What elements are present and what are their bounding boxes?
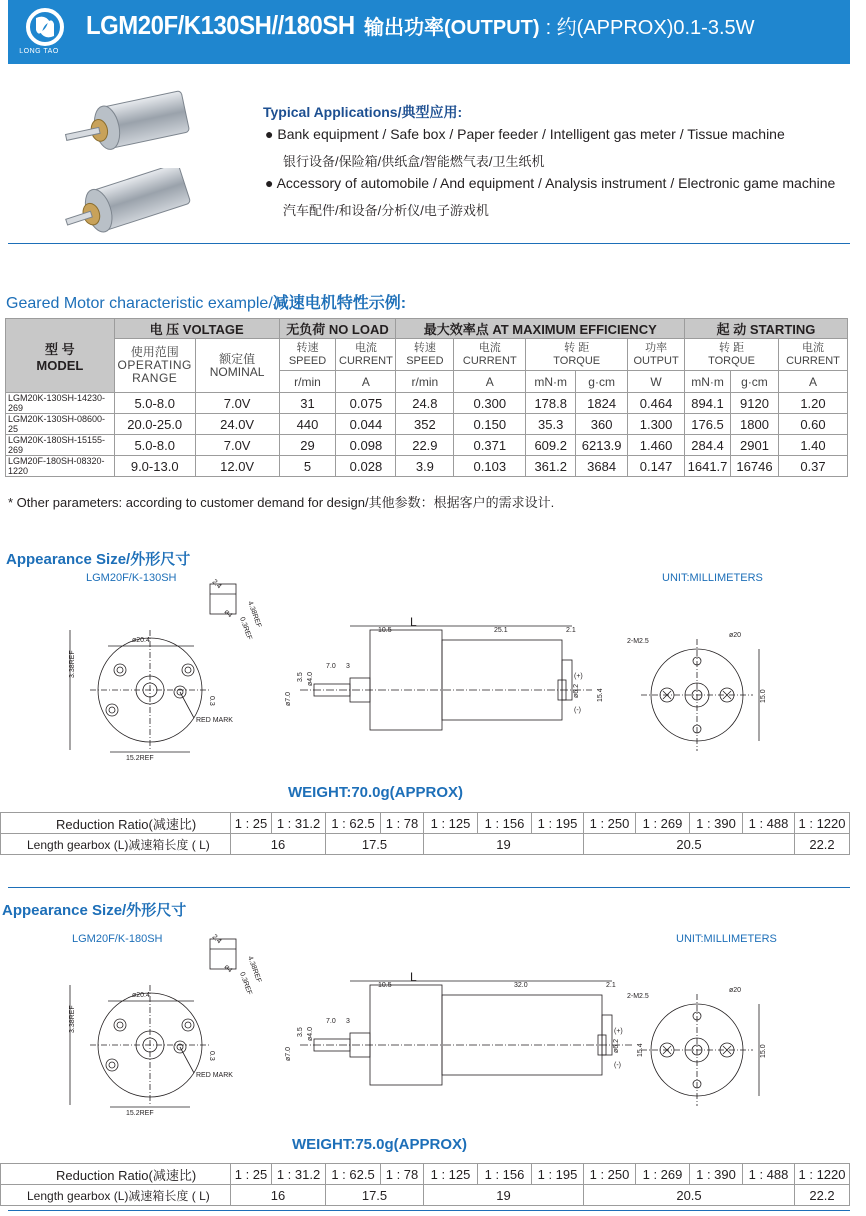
table-row [6, 435, 848, 456]
unit-cell: A [778, 371, 847, 393]
model-header: 型 号 MODEL [6, 319, 115, 393]
value-cell: 35.3 [526, 414, 576, 435]
ratio-row [1, 813, 850, 834]
length-label: Length gearbox (L)减速箱长度 ( L) [1, 1185, 231, 1206]
ratio-cell: 1 : 31.2 [272, 1164, 326, 1185]
value-cell: 352 [396, 414, 454, 435]
value-cell: 2901 [731, 435, 779, 456]
ratio-cell: 1 : 31.2 [272, 813, 326, 834]
length-cell: 17.5 [326, 1185, 424, 1206]
length-row [1, 834, 850, 855]
operating-range-header: 使用范围 OPERATING RANGE [114, 339, 195, 393]
screw-hole [109, 1062, 115, 1068]
length-cell: 16 [231, 834, 326, 855]
dimension-label: RED MARK [196, 717, 233, 724]
screw-hole [182, 1019, 194, 1031]
dimension-label: 2.1 [566, 627, 576, 634]
speed-header: 转速 SPEED [396, 339, 454, 371]
value-cell: 0.371 [454, 435, 526, 456]
value-cell: 1824 [576, 393, 628, 414]
model-cell: LGM20K-180SH-15155-269 [6, 435, 115, 456]
value-cell: 24.0V [195, 414, 279, 435]
table-row [6, 414, 848, 435]
screw-hole [114, 664, 126, 676]
motor-body [442, 640, 562, 720]
value-cell: 440 [279, 414, 336, 435]
value-cell: 24.8 [396, 393, 454, 414]
dimension-label: L [410, 615, 417, 629]
dimension-label: ø6.2 [613, 1038, 620, 1053]
dimension-label: 2-M2.5 [627, 638, 649, 645]
value-cell: 176.5 [685, 414, 731, 435]
drawing-line [180, 692, 194, 718]
dimension-label: ø6.2 [573, 683, 580, 698]
dimension-label: ø20.4 [132, 992, 150, 999]
ratio-cell: 1 : 125 [424, 813, 478, 834]
dimension-label: (+) [574, 673, 583, 680]
ratio-row [1, 1164, 850, 1185]
dimension-label: ø20.4 [132, 637, 150, 644]
dimension-label: 0.3 [208, 1051, 215, 1061]
appearance-heading: Appearance Size/外形尺寸 [2, 902, 187, 919]
dimension-label: ø4 [222, 608, 234, 620]
dimension-label: (-) [574, 707, 581, 714]
application-item: ● Bank equipment / Safe box / Paper feeder / Intelligent gas meter / Tissue machine [265, 126, 785, 142]
dimension-label: 0.3REF [238, 616, 253, 641]
length-row [1, 1185, 850, 1206]
value-cell: 0.075 [336, 393, 396, 414]
value-cell: 1.300 [628, 414, 685, 435]
logo-text: LONG TAO [19, 48, 59, 55]
value-cell: 5 [279, 456, 336, 477]
appearance-heading: Appearance Size/外形尺寸 [6, 551, 191, 568]
value-cell: 5.0-8.0 [114, 435, 195, 456]
dimension-label: 2-M2.5 [627, 993, 649, 1000]
ratio-cell: 1 : 25 [231, 813, 272, 834]
dimension-label: 2.4 [210, 933, 223, 946]
ratio-label: Reduction Ratio(减速比) [1, 1164, 231, 1185]
length-cell: 22.2 [795, 834, 850, 855]
value-cell: 9120 [731, 393, 779, 414]
current-header: 电流 CURRENT [336, 339, 396, 371]
dimension-label: 15.4 [597, 688, 604, 702]
dimension-label: 0.3REF [238, 971, 253, 996]
ratio-cell: 1 : 269 [636, 813, 690, 834]
length-cell: 16 [231, 1185, 326, 1206]
dimension-label: 15.2REF [126, 1110, 154, 1117]
application-item-cn: 汽车配件/和设备/分析仪/电子游戏机 [283, 203, 489, 218]
applications-heading: Typical Applications/典型应用: [263, 104, 463, 120]
value-cell: 6213.9 [576, 435, 628, 456]
divider [8, 243, 850, 244]
no-load-header: 无负荷 NO LOAD [279, 319, 396, 339]
ratio-cell: 1 : 78 [381, 813, 424, 834]
ratio-cell: 1 : 269 [636, 1164, 690, 1185]
value-cell: 29 [279, 435, 336, 456]
dimension-label: (+) [614, 1028, 623, 1035]
dimension-label: 3 [346, 1018, 350, 1025]
model-cell: LGM20F-180SH-08320-1220 [6, 456, 115, 477]
output-header: 功率 OUTPUT [628, 339, 685, 371]
dimension-label: ø4 [222, 963, 234, 975]
ratio-cell: 1 : 195 [532, 813, 584, 834]
dimension-label: 15.2REF [126, 755, 154, 762]
dimension-label: ø4.0 [307, 1026, 314, 1041]
screw-hole [117, 667, 123, 673]
ratio-cell: 1 : 78 [381, 1164, 424, 1185]
ratio-cell: 1 : 250 [584, 813, 636, 834]
screw-hole [185, 1022, 191, 1028]
screw-hole [106, 704, 118, 716]
length-cell: 17.5 [326, 834, 424, 855]
ratio-table [0, 812, 850, 855]
value-cell: 1.460 [628, 435, 685, 456]
ratio-cell: 1 : 488 [743, 813, 795, 834]
ratio-cell: 1 : 62.5 [326, 813, 381, 834]
value-cell: 609.2 [526, 435, 576, 456]
value-cell: 7.0V [195, 435, 279, 456]
torque-header: 转 距 TORQUE [685, 339, 779, 371]
ratio-cell: 1 : 195 [532, 1164, 584, 1185]
unit-label: UNIT:MILLIMETERS [676, 933, 777, 945]
ratio-cell: 1 : 390 [690, 1164, 743, 1185]
unit-cell: mN·m [685, 371, 731, 393]
value-cell: 9.0-13.0 [114, 456, 195, 477]
divider [8, 887, 850, 888]
current-header: 电流 CURRENT [778, 339, 847, 371]
dimension-label: 4.38REF [246, 955, 263, 984]
model-cell: LGM20K-130SH-14230-269 [6, 393, 115, 414]
title-approx: : 约(APPROX)0.1-3.5W [545, 17, 755, 39]
value-cell: 0.098 [336, 435, 396, 456]
dimension-label: ø4.0 [307, 671, 314, 686]
unit-cell: r/min [396, 371, 454, 393]
ratio-cell: 1 : 25 [231, 1164, 272, 1185]
value-cell: 0.103 [454, 456, 526, 477]
dimension-label: ø20 [729, 987, 742, 994]
length-cell: 19 [424, 834, 584, 855]
dimension-drawing [60, 570, 850, 770]
value-cell: 31 [279, 393, 336, 414]
motor-body [442, 995, 602, 1075]
dimension-label: 7.0 [326, 663, 336, 670]
value-cell: 0.028 [336, 456, 396, 477]
value-cell: 178.8 [526, 393, 576, 414]
dimension-label: 0.3 [208, 696, 215, 706]
value-cell: 1800 [731, 414, 779, 435]
dimension-label: 3.5 [297, 1027, 304, 1037]
characteristic-heading: Geared Motor characteristic example/减速电机特性示例: [6, 295, 407, 312]
starting-header: 起 动 STARTING [685, 319, 848, 339]
shaft-flat-detail [210, 939, 236, 969]
value-cell: 0.464 [628, 393, 685, 414]
dimension-label: 10.5 [378, 982, 392, 989]
gearbox-body [370, 985, 442, 1085]
nominal-header: 额定值 NOMINAL [195, 339, 279, 393]
screw-hole [109, 707, 115, 713]
value-cell: 20.0-25.0 [114, 414, 195, 435]
max-efficiency-header: 最大效率点 AT MAXIMUM EFFICIENCY [396, 319, 685, 339]
dimension-label: 3 [346, 663, 350, 670]
dimension-label: 3.38REF [69, 1005, 76, 1033]
model-cell: LGM20K-130SH-08600-25 [6, 414, 115, 435]
dimension-label: ø7.0 [285, 691, 292, 706]
unit-cell: g·cm [731, 371, 779, 393]
value-cell: 284.4 [685, 435, 731, 456]
ratio-cell: 1 : 488 [743, 1164, 795, 1185]
weight-label: WEIGHT:70.0g(APPROX) [288, 784, 464, 801]
screw-hole [185, 667, 191, 673]
dimension-label: 2.1 [606, 982, 616, 989]
unit-cell: A [336, 371, 396, 393]
motor-photo-2 [60, 168, 200, 252]
characteristic-table [5, 318, 848, 477]
ratio-cell: 1 : 156 [478, 813, 532, 834]
dimension-label: ø7.0 [285, 1046, 292, 1061]
value-cell: 3.9 [396, 456, 454, 477]
dimension-label: 3.38REF [69, 650, 76, 678]
drawing-model-label: LGM20F/K-130SH [86, 572, 177, 584]
value-cell: 16746 [731, 456, 779, 477]
title-model: LGM20F/K130SH//180SH [86, 10, 355, 40]
drawing-line [180, 1047, 194, 1073]
dimension-label: 10.5 [378, 627, 392, 634]
application-item-cn: 银行设备/保险箱/供纸盒/智能燃气表/卫生纸机 [283, 154, 545, 169]
ratio-cell: 1 : 1220 [795, 1164, 850, 1185]
length-cell: 19 [424, 1185, 584, 1206]
dimension-label: (-) [614, 1062, 621, 1069]
dimension-label: 15.0 [760, 689, 767, 703]
dimension-label: 7.0 [326, 1018, 336, 1025]
dimension-label: 32.0 [514, 982, 528, 989]
unit-cell: mN·m [526, 371, 576, 393]
dimension-drawing [60, 925, 850, 1125]
current-header: 电流 CURRENT [454, 339, 526, 371]
value-cell: 894.1 [685, 393, 731, 414]
dimension-label: ø20 [729, 632, 742, 639]
unit-cell: g·cm [576, 371, 628, 393]
table-row [6, 393, 848, 414]
title-output: 输出功率(OUTPUT) [364, 17, 540, 39]
dimension-label: 15.4 [637, 1043, 644, 1057]
dimension-label: 4.38REF [246, 600, 263, 629]
divider [8, 1210, 850, 1211]
ratio-cell: 1 : 156 [478, 1164, 532, 1185]
ratio-label: Reduction Ratio(减速比) [1, 813, 231, 834]
motor-photo-1 [60, 88, 200, 172]
value-cell: 7.0V [195, 393, 279, 414]
length-cell: 20.5 [584, 834, 795, 855]
value-cell: 0.300 [454, 393, 526, 414]
length-cell: 20.5 [584, 1185, 795, 1206]
value-cell: 0.044 [336, 414, 396, 435]
screw-hole [182, 664, 194, 676]
screw-hole [117, 1022, 123, 1028]
speed-header: 转速 SPEED [279, 339, 336, 371]
length-label: Length gearbox (L)减速箱长度 ( L) [1, 834, 231, 855]
dimension-label: RED MARK [196, 1072, 233, 1079]
value-cell: 361.2 [526, 456, 576, 477]
ratio-cell: 1 : 250 [584, 1164, 636, 1185]
dimension-label: 15.0 [760, 1044, 767, 1058]
note-text: * Other parameters: according to customer demand for design/其他参数：根据客户的需求设计. [8, 495, 555, 510]
table-row [6, 456, 848, 477]
value-cell: 0.37 [778, 456, 847, 477]
screw-hole [114, 1019, 126, 1031]
drawing-model-label: LGM20F/K-180SH [72, 933, 163, 945]
value-cell: 0.60 [778, 414, 847, 435]
value-cell: 12.0V [195, 456, 279, 477]
value-cell: 0.147 [628, 456, 685, 477]
ratio-cell: 1 : 1220 [795, 813, 850, 834]
value-cell: 1.20 [778, 393, 847, 414]
ratio-table [0, 1163, 850, 1206]
voltage-header: 电 压 VOLTAGE [114, 319, 279, 339]
value-cell: 3684 [576, 456, 628, 477]
ratio-cell: 1 : 62.5 [326, 1164, 381, 1185]
weight-label: WEIGHT:75.0g(APPROX) [292, 1136, 468, 1153]
page-title [86, 10, 755, 41]
value-cell: 0.150 [454, 414, 526, 435]
value-cell: 360 [576, 414, 628, 435]
unit-cell: A [454, 371, 526, 393]
application-item: ● Accessory of automobile / And equipment / Analysis instrument / Electronic game machine [265, 175, 836, 191]
ratio-cell: 1 : 125 [424, 1164, 478, 1185]
unit-label: UNIT:MILLIMETERS [662, 572, 763, 584]
value-cell: 1641.7 [685, 456, 731, 477]
torque-header: 转 距 TORQUE [526, 339, 628, 371]
ratio-cell: 1 : 390 [690, 813, 743, 834]
shaft-flat-detail [210, 584, 236, 614]
unit-cell: r/min [279, 371, 336, 393]
dimension-label: L [410, 970, 417, 984]
gearbox-body [370, 630, 442, 730]
dimension-label: 2.4 [210, 578, 223, 591]
unit-cell: W [628, 371, 685, 393]
value-cell: 22.9 [396, 435, 454, 456]
dimension-label: 25.1 [494, 627, 508, 634]
screw-hole [106, 1059, 118, 1071]
length-cell: 22.2 [795, 1185, 850, 1206]
value-cell: 1.40 [778, 435, 847, 456]
dimension-label: 3.5 [297, 672, 304, 682]
value-cell: 5.0-8.0 [114, 393, 195, 414]
